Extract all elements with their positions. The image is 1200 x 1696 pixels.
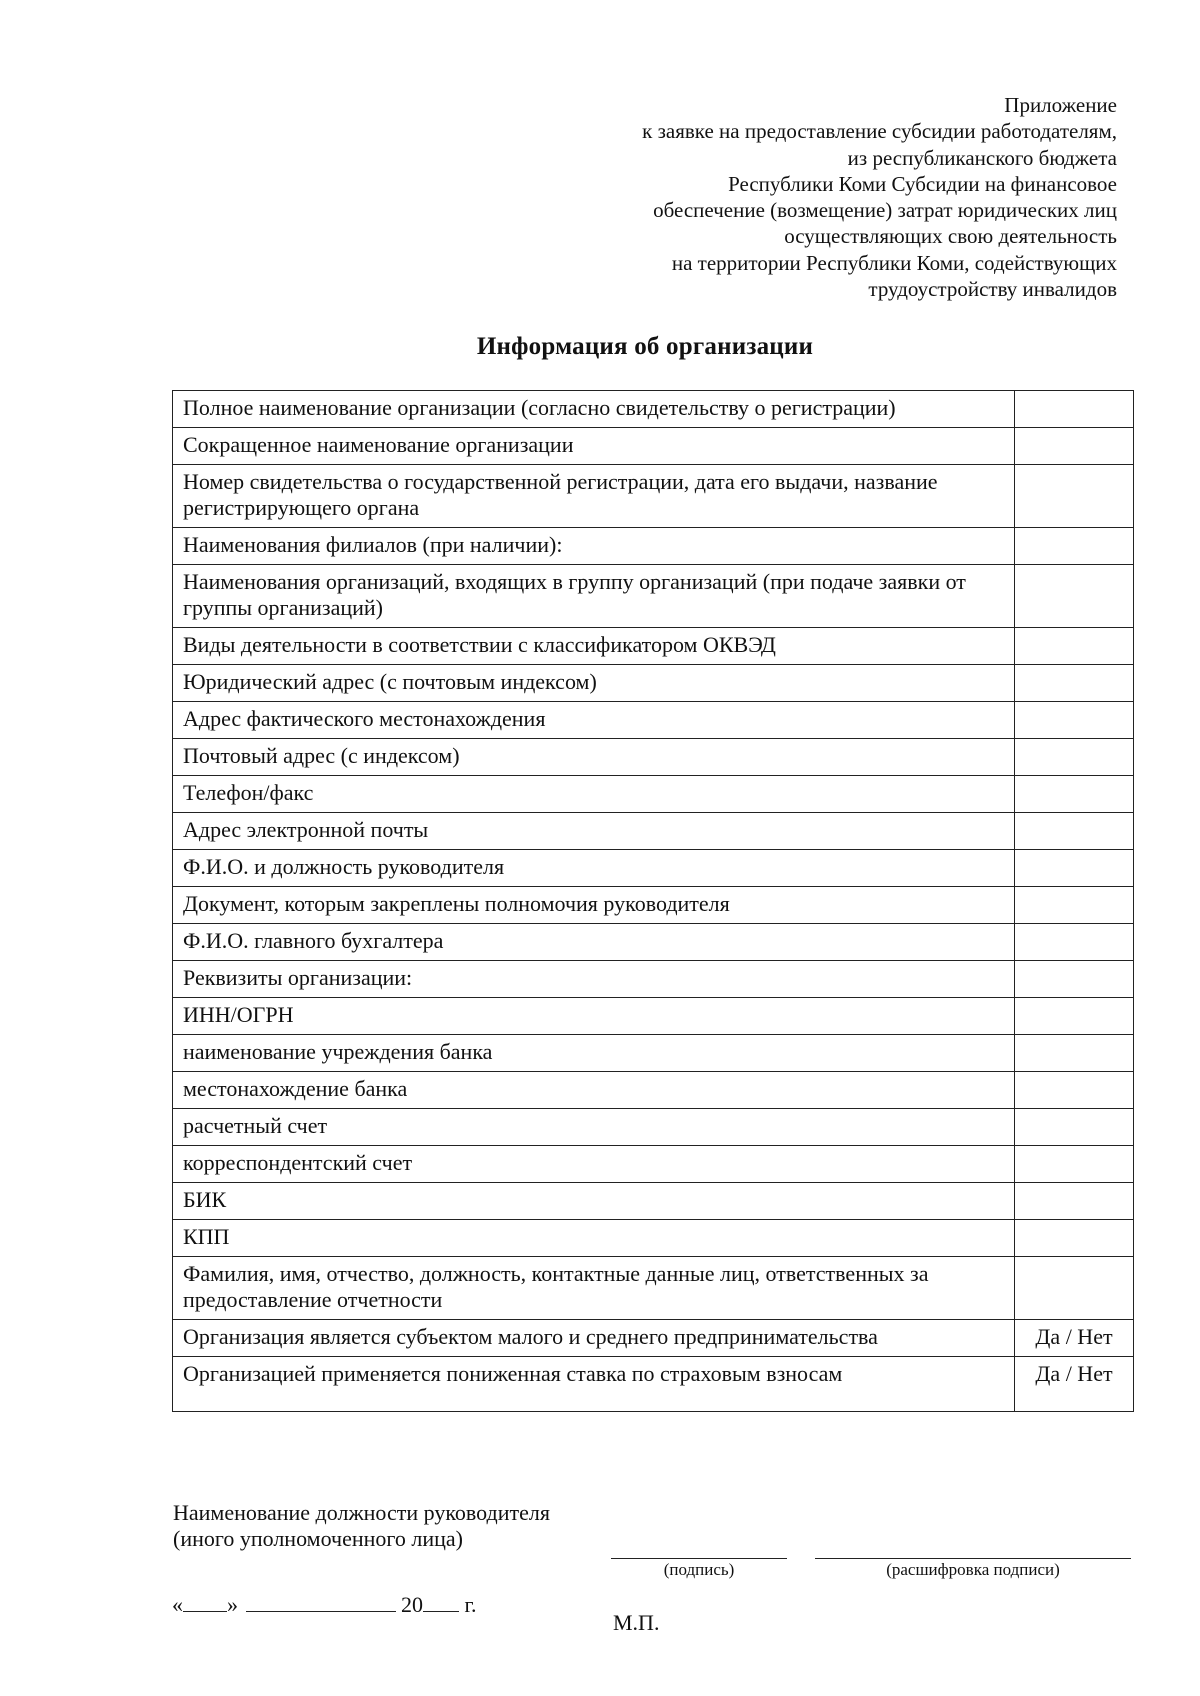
row-value[interactable] [1015,665,1134,702]
table-row [173,628,1134,665]
table-row [173,1220,1134,1257]
row-value[interactable] [1015,1183,1134,1220]
signature-line[interactable] [611,1558,787,1559]
table-row [173,1035,1134,1072]
row-label: Полное наименование организации (согласно свидетельству о регистрации) [173,391,1015,428]
appendix-line: к заявке на предоставление субсидии работодателям, [642,119,1117,144]
appendix-line: осуществляющих свою деятельность [784,224,1117,249]
appendix-line: трудоустройству инвалидов [868,277,1117,302]
row-label: Наименования организаций, входящих в группу организаций (при подаче заявки от группы организаций) [173,565,1015,628]
row-value[interactable] [1015,998,1134,1035]
appendix-header [557,92,1117,302]
table-row [173,528,1134,565]
appendix-line: Приложение [1004,93,1117,117]
table-row [173,465,1134,528]
row-label: Наименования филиалов (при наличии): [173,528,1015,565]
row-value[interactable] [1015,628,1134,665]
table-row [173,428,1134,465]
row-value[interactable] [1015,1146,1134,1183]
table-row [173,702,1134,739]
stamp-place: М.П. [613,1610,660,1635]
row-label: Виды деятельности в соответствии с классификатором ОКВЭД [173,628,1015,665]
row-value[interactable] [1015,850,1134,887]
table-row [173,1072,1134,1109]
row-label: Адрес электронной почты [173,813,1015,850]
table-row [173,887,1134,924]
table-row [173,1357,1134,1412]
row-label: Адрес фактического местонахождения [173,702,1015,739]
day-blank[interactable] [183,1589,227,1612]
row-label: Почтовый адрес (с индексом) [173,739,1015,776]
year-suffix: г. [464,1592,477,1617]
row-value[interactable] [1015,776,1134,813]
row-label: Организация является субъектом малого и среднего предпринимательства [173,1320,1015,1357]
table-row [173,998,1134,1035]
row-value[interactable] [1015,813,1134,850]
appendix-line: на территории Республики Коми, содействующих [671,250,1117,275]
row-value[interactable] [1015,428,1134,465]
row-value[interactable] [1015,1257,1134,1320]
row-value[interactable] [1015,702,1134,739]
signature-transcript-line[interactable] [815,1558,1131,1559]
table-row [173,961,1134,998]
row-value[interactable] [1015,961,1134,998]
table-row [173,565,1134,628]
month-blank[interactable] [246,1589,396,1612]
position-caption-line: Наименование должности руководителя [173,1500,550,1525]
date-close-quote: » [227,1592,238,1617]
row-label: Реквизиты организации: [173,961,1015,998]
row-value[interactable] [1015,465,1134,528]
transcript-label: (расшифровка подписи) [886,1560,1060,1579]
row-label: БИК [173,1183,1015,1220]
row-value[interactable] [1015,1109,1134,1146]
signature-label: (подпись) [663,1560,735,1579]
appendix-line: из республиканского бюджета [847,145,1117,170]
row-label: ИНН/ОГРН [173,998,1015,1035]
row-label: Ф.И.О. главного бухгалтера [173,924,1015,961]
table-row [173,1146,1134,1183]
row-value[interactable] [1015,924,1134,961]
table-row [173,1109,1134,1146]
table-row [173,1183,1134,1220]
table-row [173,813,1134,850]
row-label: Ф.И.О. и должность руководителя [173,850,1015,887]
appendix-line: обеспечение (возмещение) затрат юридических лиц [653,198,1117,223]
date-row [172,1589,477,1618]
table-row [173,924,1134,961]
row-label: Документ, которым закреплены полномочия руководителя [173,887,1015,924]
row-value[interactable] [1015,528,1134,565]
table-row [173,665,1134,702]
row-label: КПП [173,1220,1015,1257]
row-label: местонахождение банка [173,1072,1015,1109]
table-row [173,391,1134,428]
row-label: Юридический адрес (с почтовым индексом) [173,665,1015,702]
position-caption [173,1500,550,1552]
table-row [173,1320,1134,1357]
table-row [173,850,1134,887]
row-label: Номер свидетельства о государственной регистрации, дата его выдачи, название регистрирующего органа [173,465,1015,528]
table-row [173,776,1134,813]
organization-info-table [172,390,1134,1412]
position-caption-line: (иного уполномоченного лица) [173,1526,463,1551]
row-label: Организацией применяется пониженная ставка по страховым взносам [173,1357,1015,1412]
row-value[interactable] [1015,1035,1134,1072]
row-value[interactable] [1015,565,1134,628]
appendix-line: Республики Коми Субсидии на финансовое [728,171,1117,196]
year-prefix: 20 [401,1592,423,1617]
row-value[interactable]: Да / Нет [1015,1320,1134,1357]
date-open-quote: « [172,1592,183,1617]
table-row [173,1257,1134,1320]
document-title: Информация об организации [476,333,814,360]
year-blank[interactable] [423,1589,459,1612]
row-label: Фамилия, имя, отчество, должность, контактные данные лиц, ответственных за предоставление отчетности [173,1257,1015,1320]
row-value[interactable] [1015,739,1134,776]
row-value[interactable]: Да / Нет [1015,1357,1134,1412]
row-value[interactable] [1015,887,1134,924]
row-label: Телефон/факс [173,776,1015,813]
row-value[interactable] [1015,391,1134,428]
row-label: корреспондентский счет [173,1146,1015,1183]
row-value[interactable] [1015,1072,1134,1109]
row-label: расчетный счет [173,1109,1015,1146]
row-label: наименование учреждения банка [173,1035,1015,1072]
row-label: Сокращенное наименование организации [173,428,1015,465]
table-row [173,739,1134,776]
row-value[interactable] [1015,1220,1134,1257]
